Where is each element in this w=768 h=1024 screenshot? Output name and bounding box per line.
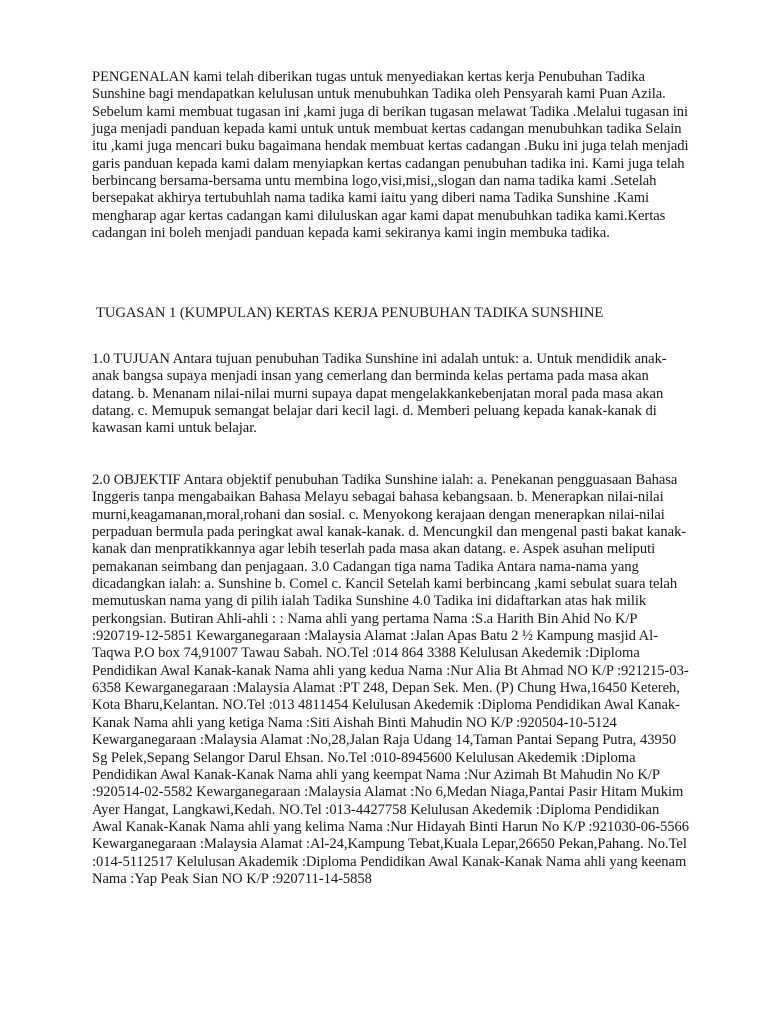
tujuan-paragraph: 1.0 TUJUAN Antara tujuan penubuhan Tadika Sunshine ini adalah untuk: a. Untuk mendidik anak-anak bangsa supaya menjadi insan yang cemerlang dan berminda kelas pertama pada masa akan datang. b. Menanam nilai-nilai murni supaya dapat mengelakkankebenjatan moral pada masa akan datang. c. Memupuk semangat belajar dari kecil lagi. d. Memberi peluang kepada kanak-kanak di kawasan kami untuk belajar. — [92, 351, 667, 437]
intro-paragraph: PENGENALAN kami telah diberikan tugas untuk menyediakan kertas kerja Penubuhan Tadika Sunshine bagi mendapatkan kelulusan untuk menubuhkan Tadika oleh Pensyarah kami Puan Azila. Sebelum kami membuat tugasan ini ,kami juga di berikan tugasan melawat Tadika .Melalui tugasan ini juga menjadi panduan kepada kami untuk untuk membuat kertas cadangan menubuhkan tadika Selain itu ,kami juga mencari buku bagaimana hendak membuat kertas cadangan .Buku ini juga telah menjadi garis panduan kepada kami dalam menyiapkan kertas cadangan penubuhan tadika ini. Kami juga telah berbincang bersama-bersama untu membina logo,visi,misi,,slogan dan nama tadika kami .Setelah bersepakat akhirya tertubuhlah nama tadika kami iaitu yang diberi nama Tadika Sunshine .Kami mengharap agar kertas cadangan kami diluluskan agar kami dapat menubuhkan tadika kami.Kertas cadangan ini boleh menjadi panduan kepada kami sekiranya kami ingin membuka tadika. — [92, 69, 689, 242]
section-heading: TUGASAN 1 (KUMPULAN) KERTAS KERJA PENUBUHAN TADIKA SUNSHINE — [96, 305, 604, 321]
objektif-paragraph: 2.0 OBJEKTIF Antara objektif penubuhan Tadika Sunshine ialah: a. Penekanan pengguasaan Bahasa Inggeris tanpa mengabaikan Bahasa Melayu sebagai bahasa kebangsaan. b. Menerapkan nilai-nilai murni,keagamanan,moral,rohani dan sosial. c. Menyokong kerajaan dengan menerapkan nilai-nilai perpaduan bermula pada peringkat awal kanak-kanak. d. Mencungkil dan mengenal pasti bakat kanak-kanak dan menpratikkannya agar lebih teserlah pada masa akan datang. e. Aspek asuhan meliputi pemakanan seimbang dan penjagaan. 3.0 Cadangan tiga nama Tadika Antara nama-nama yang dicadangkan ialah: a. Sunshine b. Comel c. Kancil Setelah kami berbincang ,kami sebulat suara telah memutuskan nama yang di pilih ialah Tadika Sunshine 4.0 Tadika ini didaftarkan atas hak milik perkongsian. Butiran Ahli-ahli : : Nama ahli yang pertama Nama :S.a Harith Bin Ahid No K/P :920719-12-5851 Kewarganegaraan :Malaysia Alamat :Jalan Apas Batu 2 ½ Kampung masjid Al-Taqwa P.O box 74,91007 Tawau Sabah. NO.Tel :014 864 3388 Kelulusan Akedemik :Diploma Pendidikan Awal Kanak-kanak Nama ahli yang kedua Nama :Nur Alia Bt Ahmad NO K/P :921215-03-6358 Kewarganegaraan :Malaysia Alamat :PT 248, Depan Sek. Men. (P) Chung Hwa,16450 Ketereh, Kota Bharu,Kelantan. NO.Tel :013 4811454 Kelulusan Akedemik :Diploma Pendidikan Awal Kanak-Kanak Nama ahli yang ketiga Nama :Siti Aishah Binti Mahudin NO K/P :920504-10-5124 Kewarganegaraan :Malaysia Alamat :No,28,Jalan Raja Udang 14,Taman Pantai Sepang Putra, 43950 Sg Pelek,Sepang Selangor Darul Ehsan. No.Tel :010-8945600 Kelulusan Akedemik :Diploma Pendidikan Awal Kanak-Kanak Nama ahli yang keempat Nama :Nur Azimah Bt Mahudin No K/P :920514-02-5582 Kewarganegaraan :Malaysia Alamat :No 6,Medan Niaga,Pantai Pasir Hitam Mukim Ayer Hangat, Langkawi,Kedah. NO.Tel :013-4427758 Kelulusan Akedemik :Diploma Pendidikan Awal Kanak-Kanak Nama ahli yang kelima Nama :Nur Hidayah Binti Harun No K/P :921030-06-5566 Kewarganegaraan :Malaysia Alamat :Al-24,Kampung Tebat,Kuala Lepar,26650 Pekan,Pahang. No.Tel :014-5112517 Kelulusan Akademik :Diploma Pendidikan Awal Kanak-Kanak Nama ahli yang keenam Nama :Yap Peak Sian NO K/P :920711-14-5858 — [92, 472, 690, 887]
